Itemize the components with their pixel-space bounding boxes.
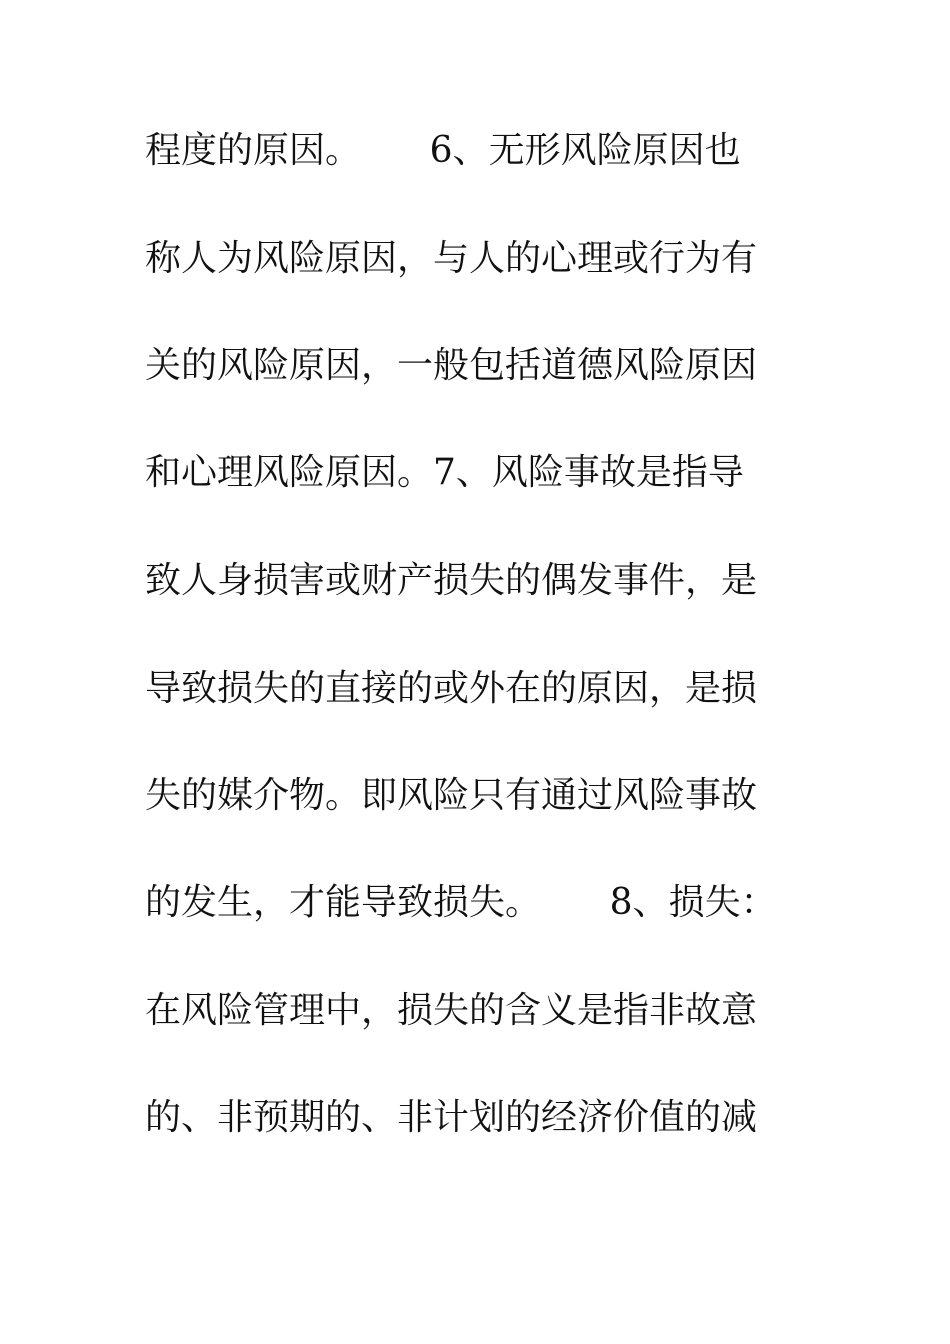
text-line-3: 关的风险原因，一般包括道德风险原因 — [145, 345, 758, 386]
text-line-4: 和心理风险原因。7、风险事故是指导 — [145, 452, 744, 493]
text-line-6: 导致损失的直接的或外在的原因，是损 — [145, 668, 758, 709]
text-line-1: 程度的原因。 6、无形风险原因也 — [145, 130, 741, 171]
text-line-7: 失的媒介物。即风险只有通过风险事故 — [145, 775, 758, 816]
text-line-10: 的、非预期的、非计划的经济价值的减 — [145, 1097, 758, 1138]
text-line-9: 在风险管理中，损失的含义是指非故意 — [145, 990, 758, 1031]
text-line-5: 致人身损害或财产损失的偶发事件，是 — [145, 560, 758, 601]
text-line-2: 称人为风险原因，与人的心理或行为有 — [145, 238, 758, 279]
text-line-8: 的发生，才能导致损失。 8、损失： — [145, 882, 777, 923]
